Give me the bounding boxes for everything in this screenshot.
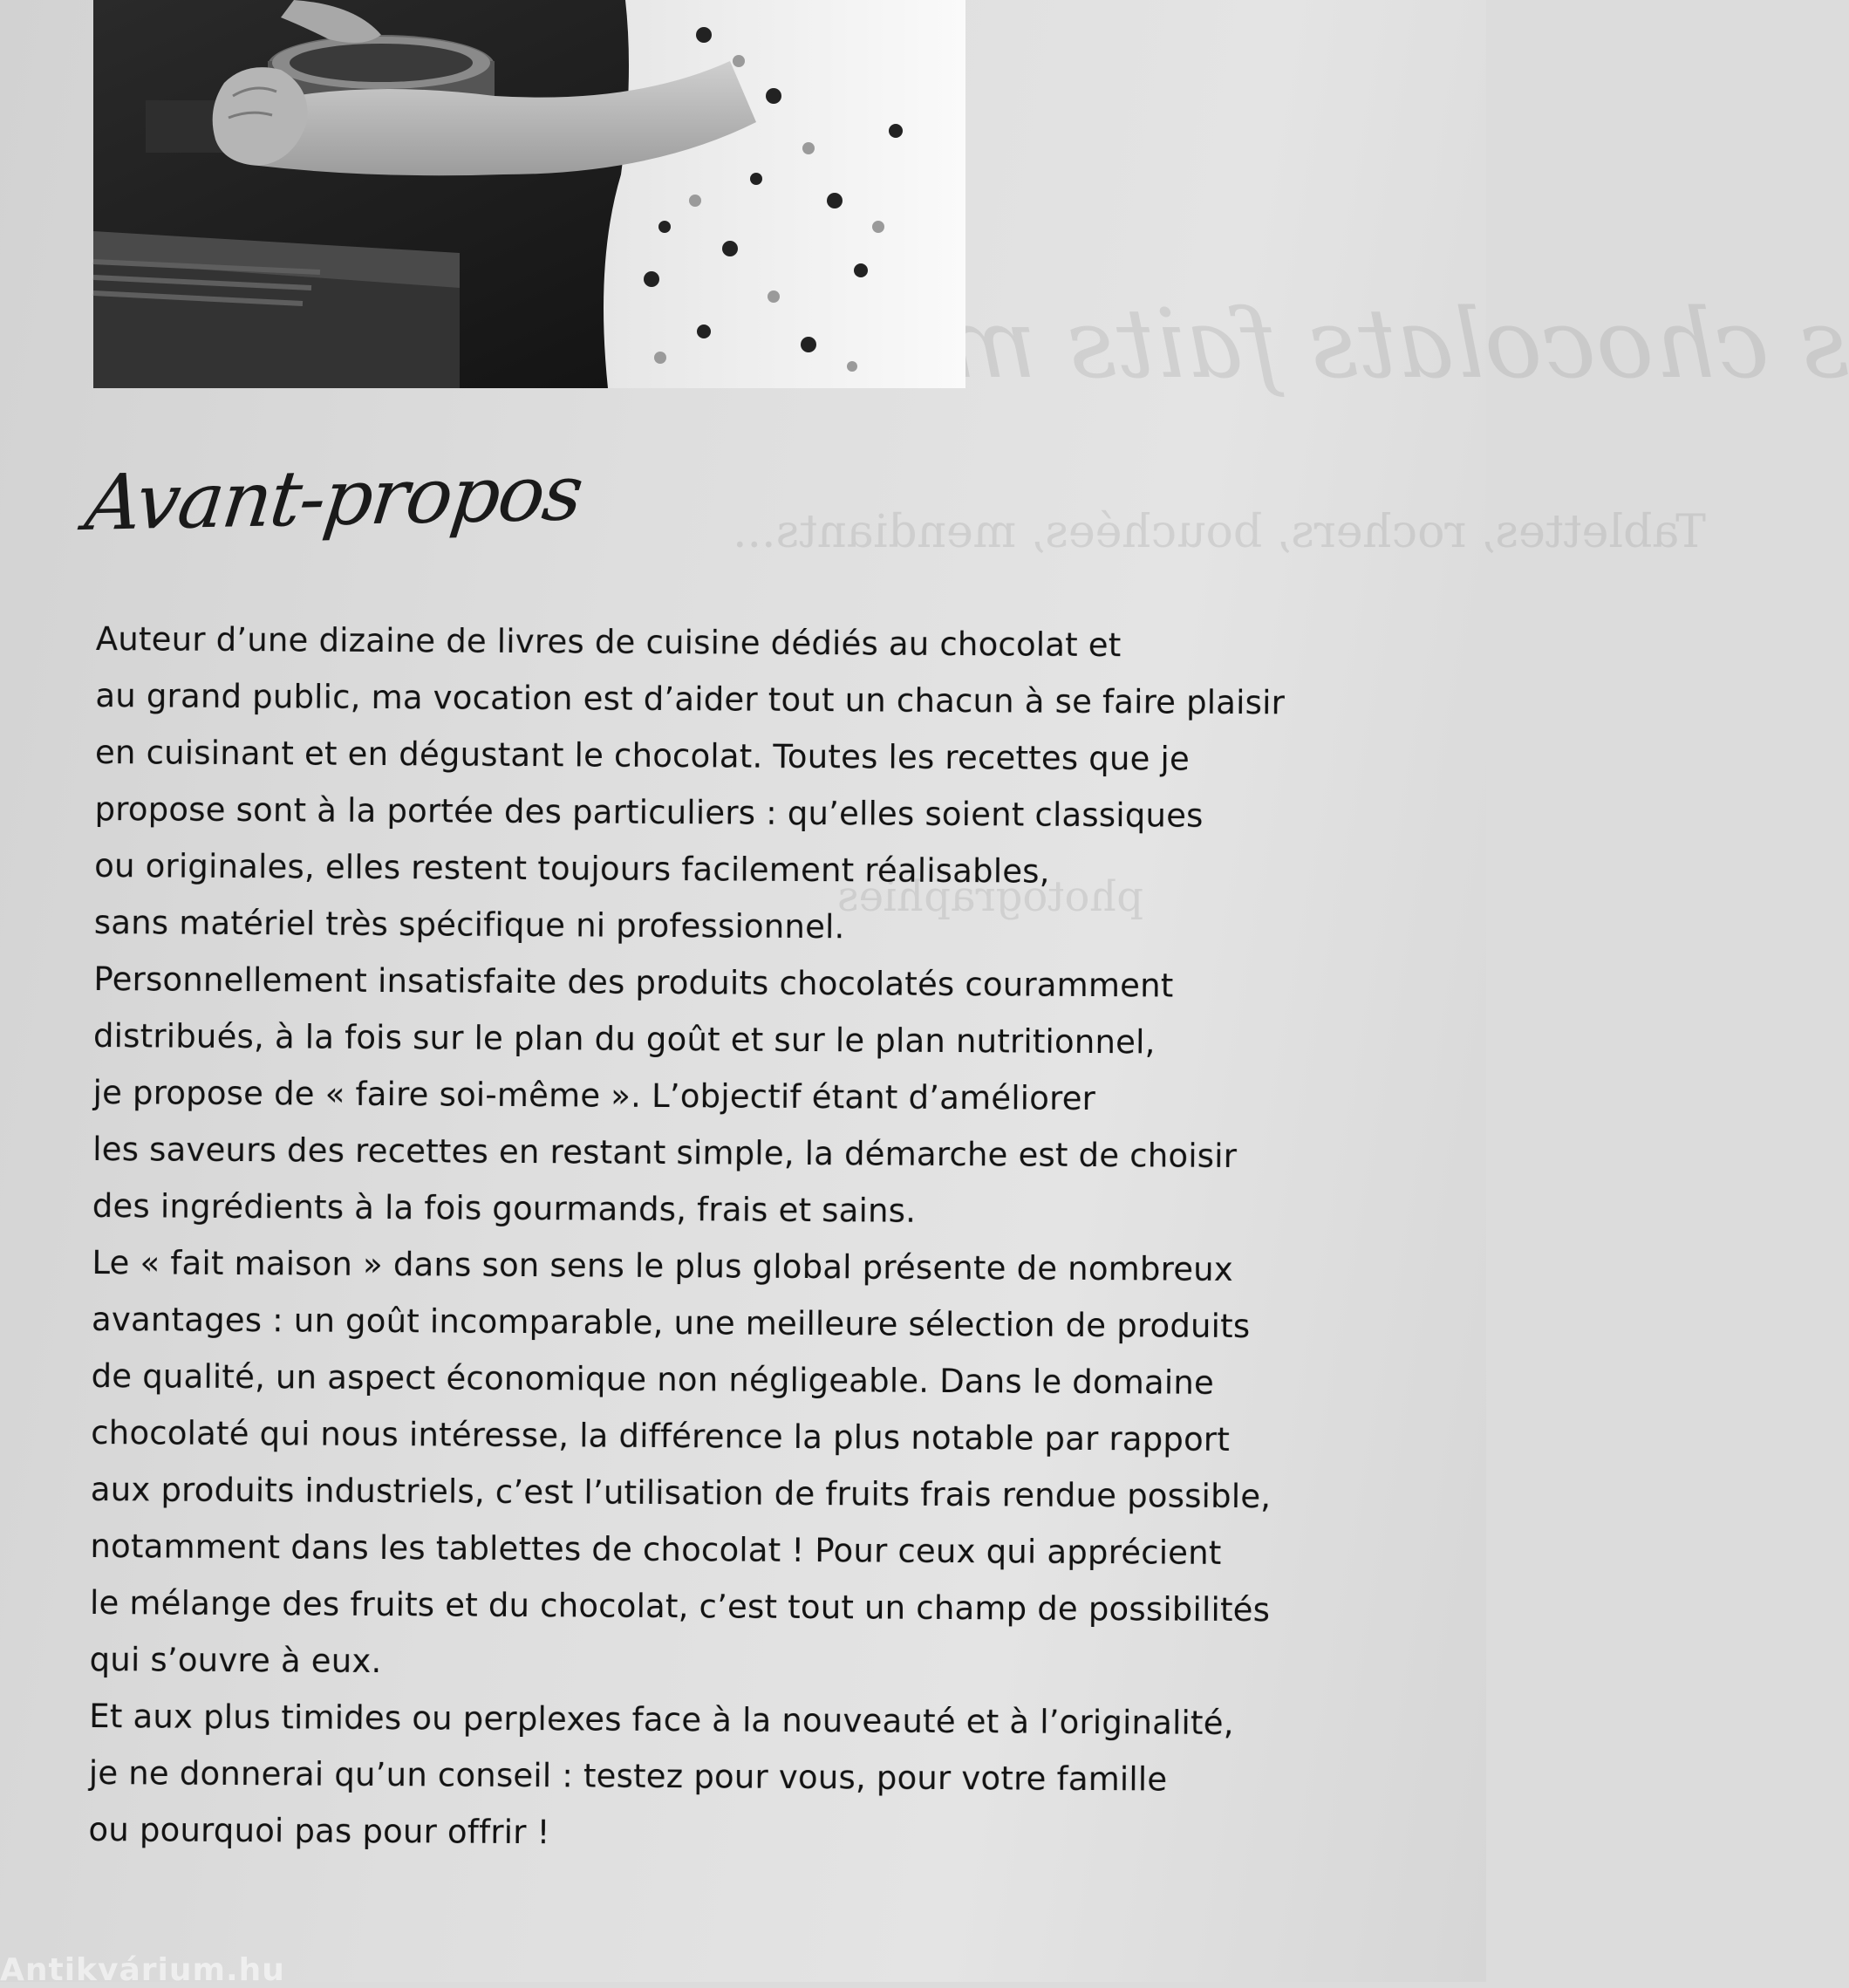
body-line: Auteur d’une dizaine de livres de cuisine dédiés au chocolat et — [95, 619, 1122, 665]
body-line: de qualité, un aspect économique non négligeable. Dans le domaine — [91, 1356, 1215, 1402]
body-line: au grand public, ma vocation est d’aider tout un chacun à se faire plaisir — [95, 676, 1286, 722]
body-line: qui s’ouvre à eux. — [89, 1640, 382, 1681]
body-line: le mélange des fruits et du chocolat, c’est tout un champ de possibilités — [89, 1583, 1271, 1629]
body-line: ou pourquoi pas pour offrir ! — [88, 1810, 550, 1852]
bleed-through-credit: photographies — [837, 872, 1144, 921]
body-line: Le « fait maison » dans son sens le plus global présente de nombreux — [92, 1243, 1234, 1288]
body-line: ou originales, elles restent toujours facilement réalisables, — [94, 846, 1050, 891]
page-title: Avant-propos — [80, 447, 587, 548]
bleed-through-title: s chocolats faits maison — [689, 288, 1849, 400]
bleed-through-subtitle: Tablettes, rochers, bouchées, mendiants... — [733, 506, 1706, 558]
cooking-photo — [93, 0, 935, 388]
body-line: distribués, à la fois sur le plan du goût et sur le plan nutritionnel, — [92, 1016, 1156, 1062]
body-line: les saveurs des recettes en restant simple, la démarche est de choisir — [92, 1130, 1238, 1176]
body-line: des ingrédients à la fois gourmands, frais et sains. — [92, 1186, 917, 1230]
body-line: aux produits industriels, c’est l’utilisation de fruits frais rendue possible, — [90, 1470, 1272, 1516]
body-line: chocolaté qui nous intéresse, la différence la plus notable par rapport — [91, 1413, 1231, 1459]
body-line: Personnellement insatisfaite des produits chocolatés couramment — [93, 960, 1174, 1005]
body-line: Et aux plus timides ou perplexes face à la nouveauté et à l’originalité, — [89, 1697, 1234, 1742]
body-line: sans matériel très spécifique ni professionnel. — [93, 903, 845, 946]
body-line: propose sont à la portée des particuliers : qu’elles soient classiques — [94, 789, 1204, 835]
body-line: je propose de « faire soi-même ». L’objectif étant d’améliorer — [92, 1073, 1096, 1118]
body-line: je ne donnerai qu’un conseil : testez pour vous, pour votre famille — [88, 1753, 1168, 1799]
photo-illustration — [93, 0, 935, 388]
body-line: avantages : un goût incomparable, une meilleure sélection de produits — [91, 1300, 1251, 1346]
watermark-text: Antikvárium.hu — [0, 1952, 285, 1988]
body-line: en cuisinant et en dégustant le chocolat. Toutes les recettes que je — [94, 733, 1191, 778]
foreword-body — [88, 611, 1404, 1866]
body-line: notamment dans les tablettes de chocolat ! Pour ceux qui apprécient — [90, 1527, 1222, 1572]
